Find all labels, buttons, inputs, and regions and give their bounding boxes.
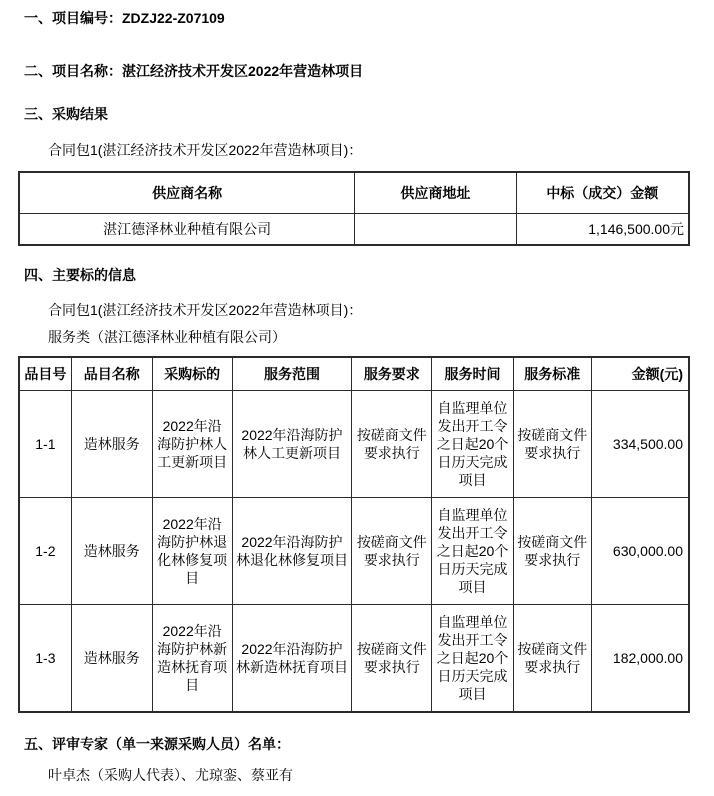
table-cell: 2022年沿海防护林退化林修复项目 <box>152 498 232 605</box>
table-cell: 按磋商文件要求执行 <box>513 605 591 713</box>
table-cell: 1,146,500.00元 <box>516 214 689 246</box>
table-cell: 2022年沿海防护林人工更新项目 <box>152 391 232 498</box>
table-cell: 2022年沿海防护林新造林抚育项目 <box>152 605 232 713</box>
procurement-result-heading: 三、采购结果 <box>24 106 108 122</box>
table-cell <box>355 214 516 246</box>
table-row <box>19 605 689 713</box>
supplier-result-table <box>18 171 690 246</box>
experts-heading: 五、评审专家（单一来源采购人员）名单： <box>24 736 290 752</box>
project-number-line <box>24 9 708 27</box>
column-header: 服务时间 <box>432 357 514 391</box>
table-cell: 按磋商文件要求执行 <box>352 498 432 605</box>
column-header: 服务范围 <box>232 357 352 391</box>
project-name-label: 二、项目名称： <box>24 63 122 79</box>
column-header: 服务要求 <box>352 357 432 391</box>
column-header: 品目名称 <box>71 357 152 391</box>
column-header: 采购标的 <box>152 357 232 391</box>
table-cell: 2022年沿海防护林退化林修复项目 <box>232 498 352 605</box>
subject-info-heading: 四、主要标的信息 <box>24 267 136 283</box>
table-cell: 自监理单位发出开工令之日起20个日历天完成项目 <box>432 391 514 498</box>
table-cell: 2022年沿海防护林人工更新项目 <box>232 391 352 498</box>
column-header: 品目号 <box>19 357 71 391</box>
column-header: 服务标准 <box>513 357 591 391</box>
column-header: 供应商名称 <box>19 172 355 214</box>
table-cell: 湛江德泽林业种植有限公司 <box>19 214 355 246</box>
column-header: 供应商地址 <box>355 172 516 214</box>
table-row <box>19 391 689 498</box>
result-package-line: 合同包1(湛江经济技术开发区2022年营造林项目)： <box>48 142 363 158</box>
table-cell: 按磋商文件要求执行 <box>352 391 432 498</box>
service-category-line: 服务类（湛江德泽林业种植有限公司） <box>48 329 286 345</box>
table-cell: 1-3 <box>19 605 71 713</box>
project-name-value: 湛江经济技术开发区2022年营造林项目 <box>122 63 364 79</box>
table-cell: 造林服务 <box>71 605 152 713</box>
experts-names: 叶卓杰（采购人代表）、尤琼銮、蔡亚有 <box>48 767 293 783</box>
table-cell: 1-1 <box>19 391 71 498</box>
table-cell: 按磋商文件要求执行 <box>513 498 591 605</box>
project-number-label: 一、项目编号： <box>24 10 122 26</box>
table-row <box>19 498 689 605</box>
table-cell: 630,000.00 <box>591 498 689 605</box>
column-header: 中标（成交）金额 <box>516 172 689 214</box>
table-row <box>19 214 689 246</box>
column-header: 金额(元) <box>591 357 689 391</box>
table-cell: 1-2 <box>19 498 71 605</box>
table-cell: 自监理单位发出开工令之日起20个日历天完成项目 <box>432 498 514 605</box>
project-name-line <box>24 62 708 80</box>
table-cell: 按磋商文件要求执行 <box>352 605 432 713</box>
subject-items-table <box>18 356 690 713</box>
table-cell: 334,500.00 <box>591 391 689 498</box>
table-cell: 182,000.00 <box>591 605 689 713</box>
table-cell: 自监理单位发出开工令之日起20个日历天完成项目 <box>432 605 514 713</box>
header-row <box>19 357 689 391</box>
table-cell: 造林服务 <box>71 391 152 498</box>
table-cell: 造林服务 <box>71 498 152 605</box>
table-cell: 按磋商文件要求执行 <box>513 391 591 498</box>
table-cell: 2022年沿海防护林新造林抚育项目 <box>232 605 352 713</box>
header-row <box>19 172 689 214</box>
project-number-value: ZDZJ22-Z07109 <box>122 10 225 26</box>
subject-package-line: 合同包1(湛江经济技术开发区2022年营造林项目)： <box>48 302 363 318</box>
